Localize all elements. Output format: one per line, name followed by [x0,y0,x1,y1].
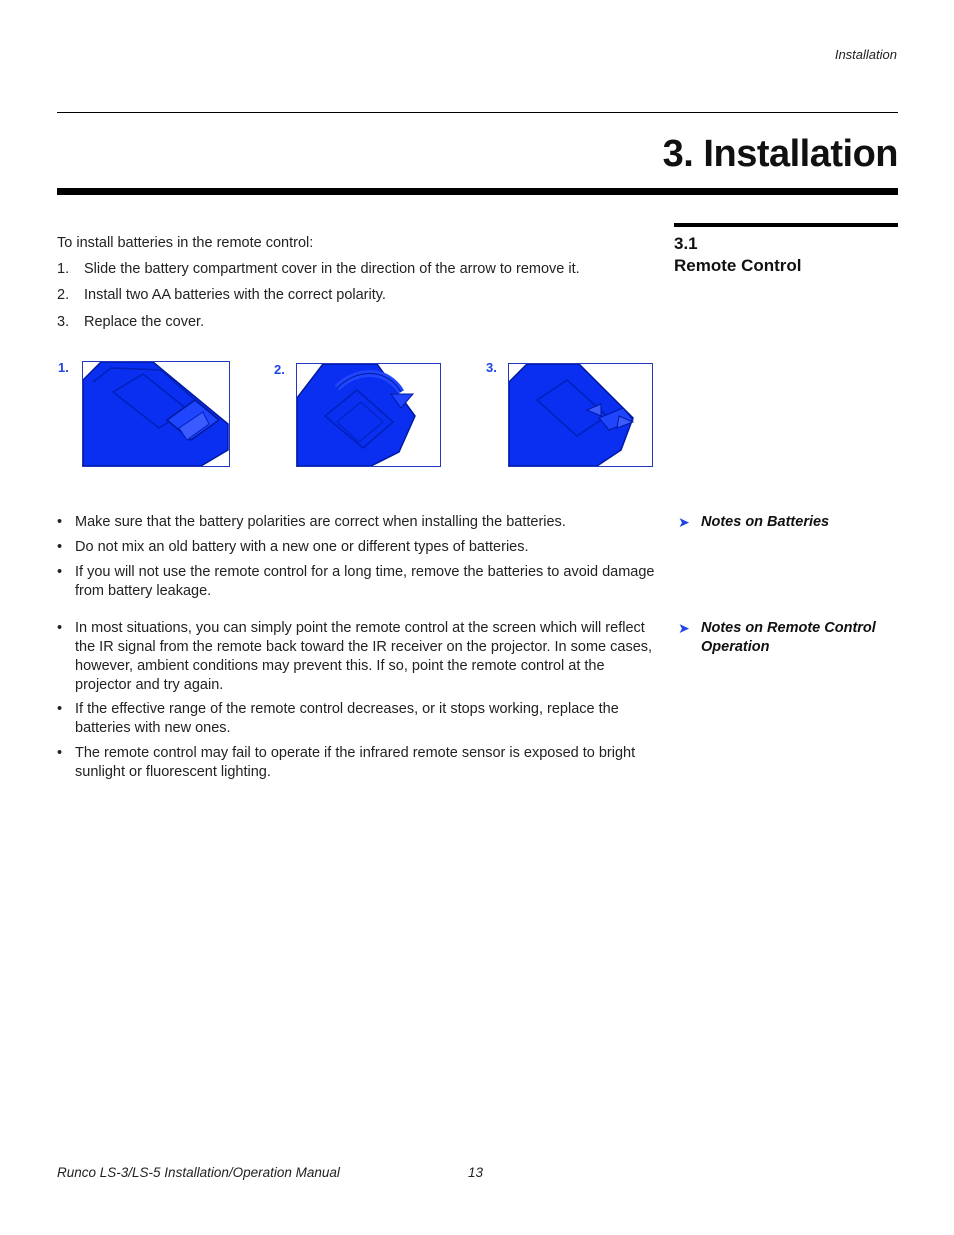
bullet-icon: • [57,564,63,580]
list-item-battery-note-3 [57,563,657,601]
figure-2-remote-insert-batteries [296,363,441,467]
side-note-batteries [678,513,829,532]
side-note-label-line-2: Operation [701,639,770,655]
remote-control-illustration [83,362,229,466]
bullet-text: Do not mix an old battery with a new one or different types of batteries. [75,539,529,555]
bullet-icon: • [57,620,63,636]
remote-control-illustration [509,364,652,466]
chapter-title: 3. Installation [662,133,898,175]
running-header: Installation [834,47,897,62]
figure-1-remote-open-cover [82,361,230,467]
section-number: 3.1 [674,234,698,253]
section-rule [674,223,898,227]
step-text: Install two AA batteries with the correct polarity. [84,287,386,303]
left-pointing-arrowhead-icon: ➤ [678,620,690,636]
step-text: Replace the cover. [84,314,205,330]
bullet-icon: • [57,701,63,717]
step-number: 3. [57,314,70,330]
bullet-text: In most situations, you can simply point the remote control at the screen which will reflect the IR signal from the remote back toward the IR receiver on the projector. In some cases, however, ambient conditions may prevent this. If so, point the remote control at the projector and try again. [75,620,653,693]
list-item-step-3 [57,313,204,332]
step-text: Slide the battery compartment cover in the direction of the arrow to remove it. [84,261,580,277]
list-item-remote-note-3 [57,744,657,782]
figure-2-label: 2. [274,362,285,377]
intro-text: To install batteries in the remote control: [57,235,314,251]
list-item-battery-note-2 [57,538,657,557]
bullet-icon: • [57,539,63,555]
side-note-label: Notes on Batteries [701,514,830,530]
list-item-remote-note-2 [57,700,657,738]
bullet-text: If the effective range of the remote control decreases, or it stops working, replace the batteries with new ones. [75,701,619,736]
chapter-rule [57,188,898,195]
footer-manual-title: Runco LS-3/LS-5 Installation/Operation Manual [57,1165,340,1180]
section-title: Remote Control [674,256,802,275]
side-note-label-line-1: Notes on Remote Control [701,620,876,636]
list-item-remote-note-1 [57,619,657,695]
list-item-battery-note-1 [57,513,657,532]
header-rule [57,112,898,113]
bullet-icon: • [57,745,63,761]
step-number: 1. [57,261,70,277]
figure-3-remote-replace-cover [508,363,653,467]
step-number: 2. [57,287,70,303]
left-pointing-arrowhead-icon: ➤ [678,514,690,530]
bullet-text: The remote control may fail to operate if the infrared remote sensor is exposed to bright sunlight or fluorescent lighting. [75,745,636,780]
bullet-text: If you will not use the remote control for a long time, remove the batteries to avoid damage from battery leakage. [75,564,655,599]
figure-1-label: 1. [58,360,69,375]
list-item-step-2 [57,286,386,305]
bullet-text: Make sure that the battery polarities are correct when installing the batteries. [75,514,566,530]
list-item-step-1 [57,260,580,279]
figure-3-label: 3. [486,360,497,375]
footer-page-number: 13 [468,1165,484,1180]
remote-control-illustration [297,364,440,466]
side-note-remote-operation [678,619,876,657]
bullet-icon: • [57,514,63,530]
